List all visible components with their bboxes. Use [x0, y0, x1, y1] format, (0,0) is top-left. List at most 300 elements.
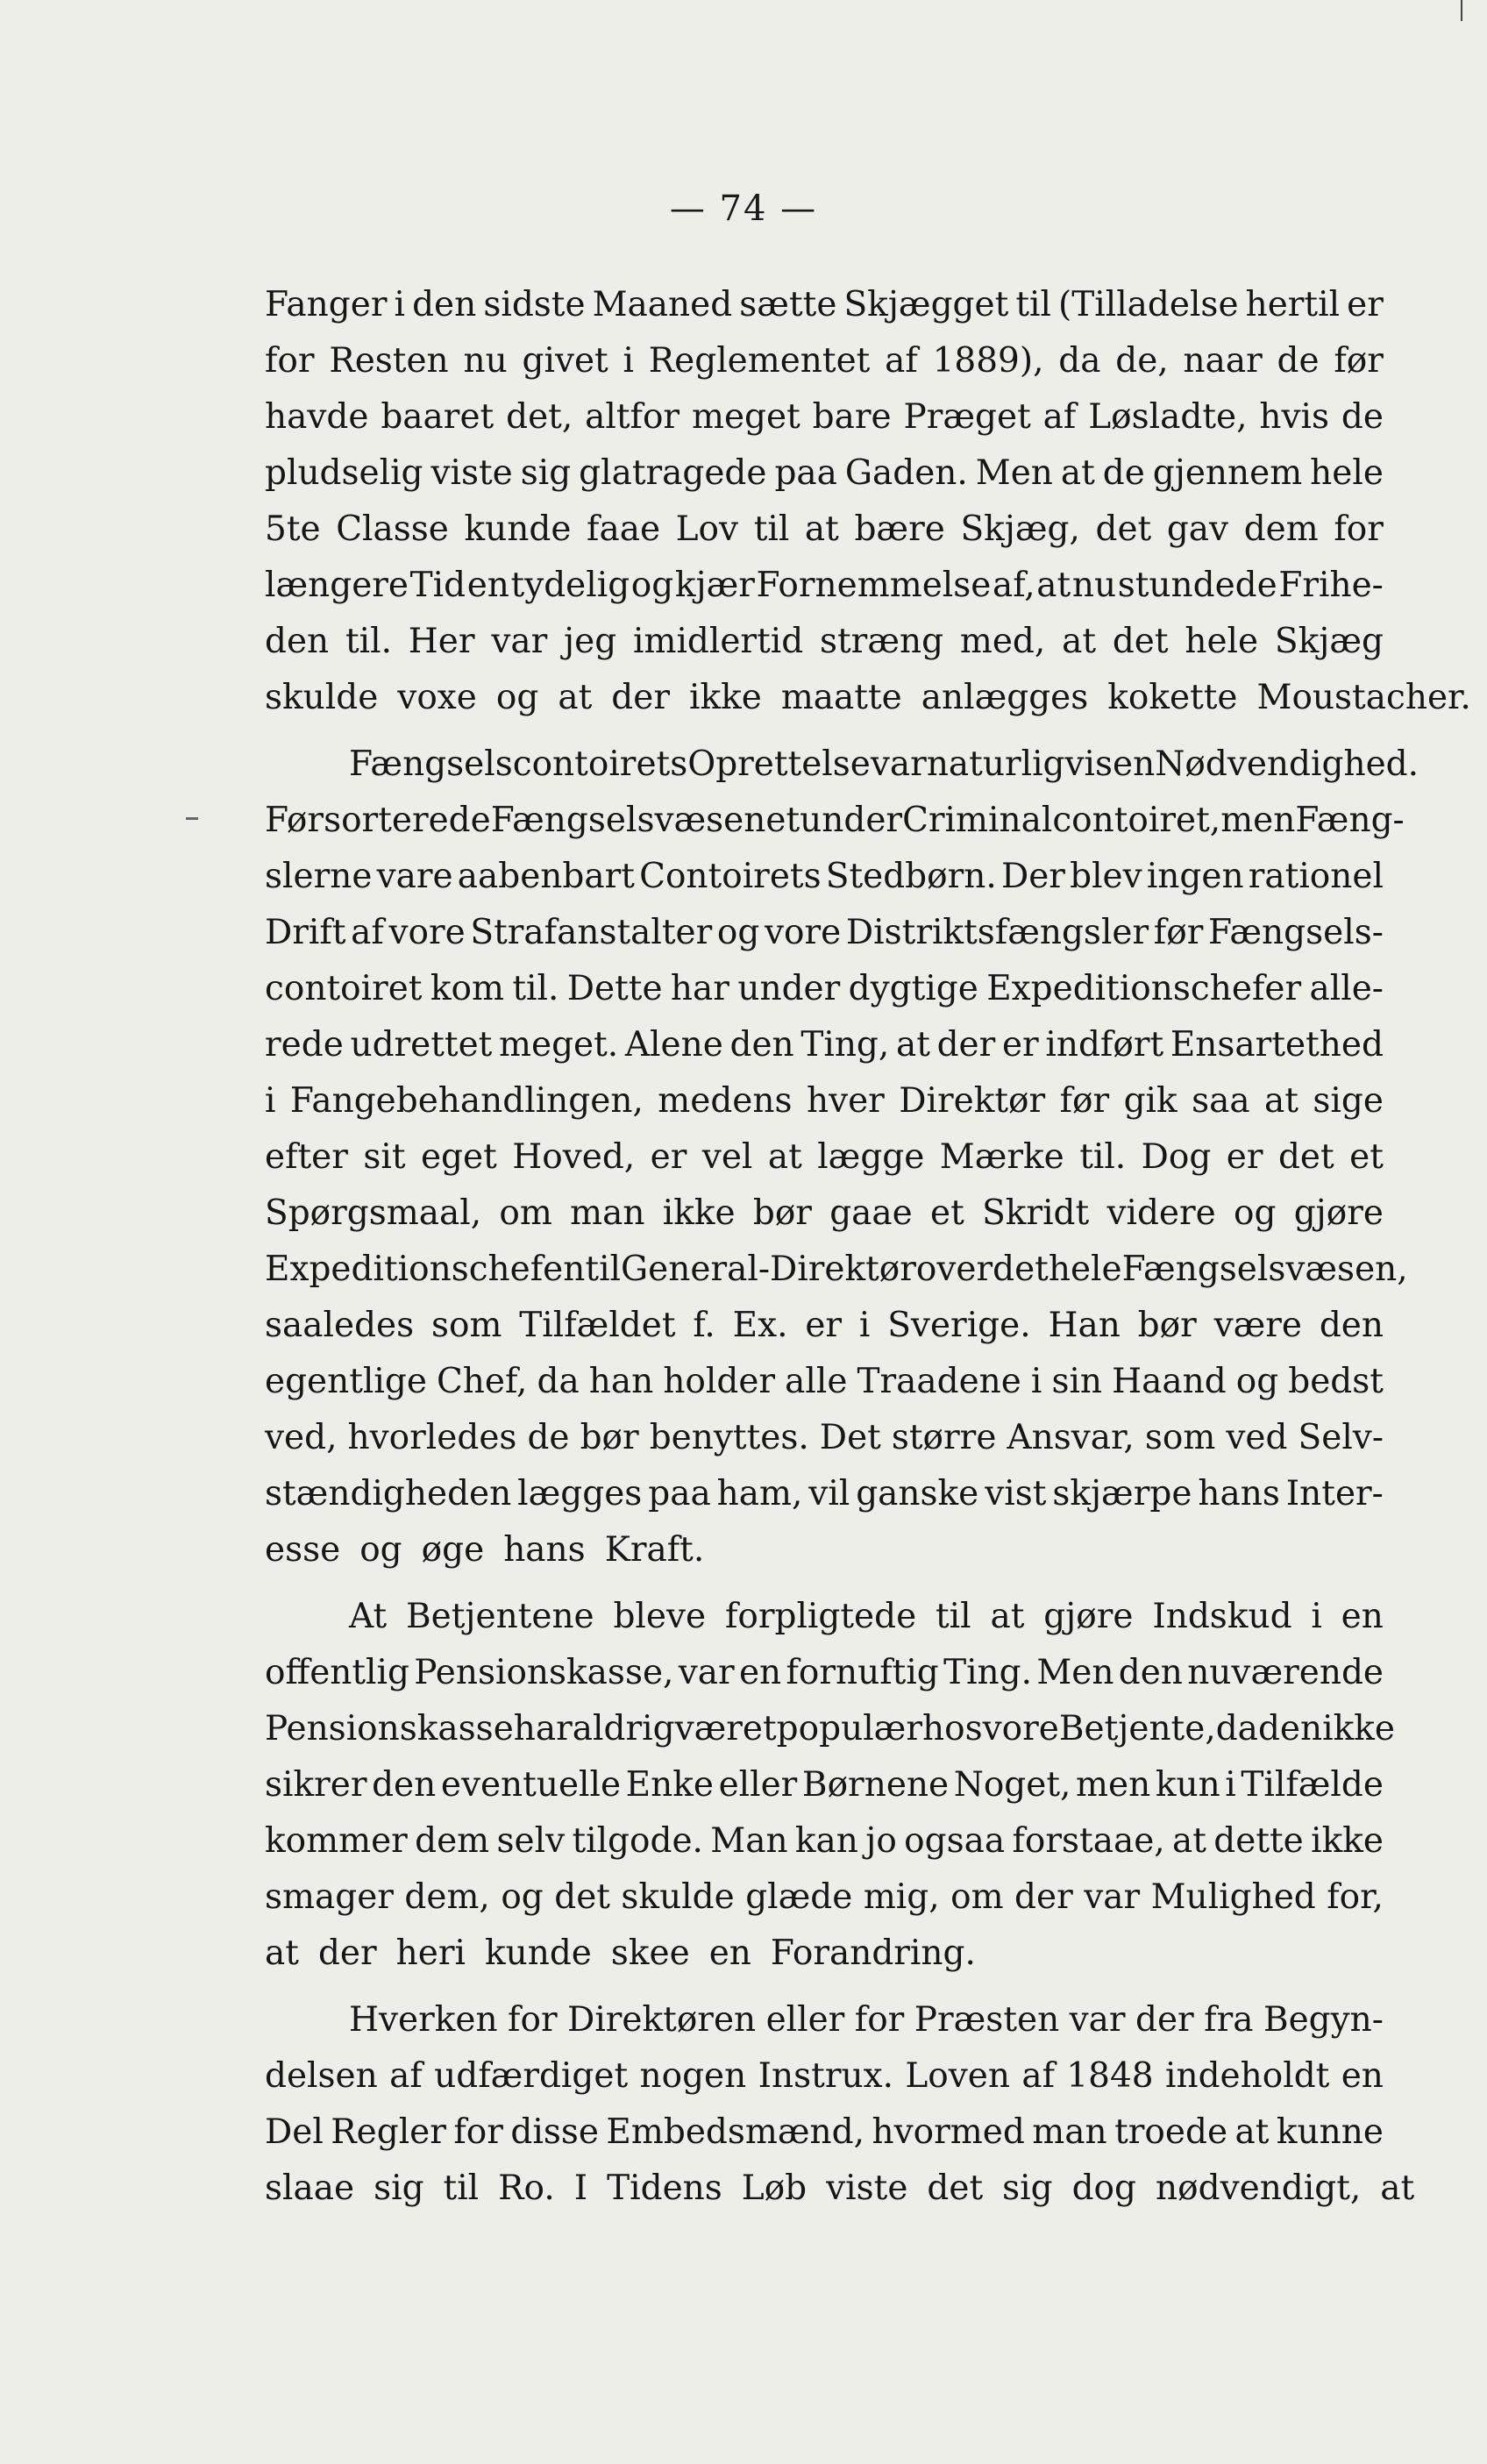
word: til — [443, 2168, 480, 2208]
paragraph — [265, 277, 1471, 726]
word: bære — [854, 509, 945, 549]
text-line — [265, 502, 1384, 558]
word: fra — [1204, 2000, 1254, 2040]
word: Skridt — [982, 1193, 1090, 1233]
word: Børnene — [801, 1765, 950, 1805]
word: Criminalcontoiret, — [902, 801, 1221, 840]
text-line — [265, 1926, 1384, 1982]
word: Her — [408, 622, 475, 661]
word: ingen — [1146, 857, 1244, 896]
paragraph-gap — [265, 1578, 1384, 1589]
word: Hoved, — [512, 1137, 636, 1177]
text-line — [265, 1354, 1384, 1410]
word: bør — [752, 1193, 812, 1233]
word: før — [1153, 913, 1204, 952]
word: gaae — [829, 1193, 913, 1233]
word: i — [265, 1081, 276, 1121]
word: der — [611, 678, 670, 717]
word: nogen — [639, 2056, 747, 2096]
word: Tid — [409, 566, 466, 605]
word: jo — [865, 1821, 897, 1861]
margin-mark — [186, 817, 198, 820]
word: offentlig — [265, 1653, 409, 1692]
word: vore — [765, 913, 842, 952]
word: dygtige — [848, 969, 978, 1008]
word: Resten — [329, 341, 449, 381]
word: meget. — [499, 1025, 619, 1065]
word: efter — [265, 1137, 348, 1177]
word: hver — [806, 1081, 885, 1121]
word: af — [351, 913, 384, 952]
word: vore — [388, 913, 466, 952]
text-line — [265, 1992, 1384, 2048]
word: er — [650, 1137, 687, 1177]
text-line — [265, 333, 1384, 389]
word: for — [1334, 509, 1384, 549]
word: gav — [1166, 509, 1229, 549]
word: Pensionskasse, — [414, 1653, 674, 1692]
word: sig — [520, 453, 572, 493]
word: Fangebehandlingen, — [289, 1081, 644, 1121]
word: men — [1220, 801, 1296, 840]
word: at — [767, 1137, 802, 1177]
word: troede — [1114, 2112, 1228, 2152]
word: til — [753, 509, 790, 549]
word: Ro. — [498, 2168, 555, 2208]
word: kun — [1155, 1765, 1220, 1805]
word: at — [558, 678, 593, 717]
word: som — [1144, 1418, 1216, 1457]
word: før — [1334, 341, 1384, 381]
word: men — [1076, 1765, 1151, 1805]
page-number: — 74 — — [669, 189, 818, 229]
word: f. — [693, 1306, 715, 1345]
word: nu — [1071, 566, 1117, 605]
word: er — [1347, 285, 1384, 324]
word: hans — [1198, 1474, 1280, 1513]
word: bedst — [1288, 1362, 1384, 1401]
word: Sverige. — [887, 1306, 1031, 1345]
word: om — [499, 1193, 552, 1233]
word: der — [936, 1025, 996, 1065]
text-line — [265, 737, 1419, 793]
word: længere — [265, 566, 409, 605]
word: man — [1032, 2112, 1107, 2152]
word: kan — [794, 1821, 858, 1861]
word: og — [501, 1877, 544, 1917]
word: Dette — [566, 969, 663, 1008]
word: de — [1341, 397, 1384, 437]
text-line — [265, 1186, 1384, 1242]
word: Maaned — [592, 285, 733, 324]
text-line — [265, 614, 1384, 670]
word: er — [1001, 1025, 1039, 1065]
word: øge — [421, 1530, 485, 1570]
word: Stedbørn. — [825, 857, 997, 896]
word: bleve — [613, 1597, 707, 1636]
word: givet — [522, 341, 608, 381]
word: skulde — [621, 1877, 735, 1917]
text-line — [265, 2161, 1415, 2217]
word: viste — [826, 2168, 908, 2208]
word: selv — [496, 1821, 566, 1861]
word: Del — [265, 2112, 324, 2152]
word: at — [265, 1933, 299, 1973]
word: contoiret — [265, 969, 423, 1008]
word: en — [708, 1933, 751, 1973]
word: anlægges — [921, 678, 1089, 717]
word: en — [1341, 1597, 1384, 1636]
word: der — [1135, 2000, 1194, 2040]
word: og — [630, 566, 674, 605]
word: vil — [808, 1474, 850, 1513]
word: Pensionskasse — [265, 1709, 514, 1748]
word: er — [1226, 1137, 1263, 1177]
scan-edge-mark — [1461, 0, 1462, 21]
word: ikke — [1322, 1709, 1395, 1748]
word: 5te — [265, 509, 321, 549]
text-line — [265, 1869, 1384, 1926]
word: Hverken — [349, 2000, 498, 2040]
word: da — [1215, 1709, 1258, 1748]
word: medens — [658, 1081, 793, 1121]
word: dette — [1213, 1821, 1304, 1861]
word: med, — [959, 622, 1046, 661]
word: kunne — [1276, 2112, 1384, 2152]
word: en — [466, 566, 509, 605]
word: glatragede — [579, 453, 767, 493]
word: Ensartethed — [1170, 1025, 1384, 1065]
word: kjær — [674, 566, 755, 605]
text-line — [265, 1757, 1384, 1813]
word: Gaden. — [844, 453, 968, 493]
text-line — [265, 1701, 1395, 1757]
word: i — [1311, 1597, 1322, 1636]
word: ham, — [716, 1474, 803, 1513]
word: Ansvar, — [1007, 1418, 1135, 1457]
word: for, — [1327, 1877, 1384, 1917]
word: over — [915, 1250, 993, 1289]
text-line — [265, 849, 1384, 905]
word: nu — [463, 341, 508, 381]
word: at — [895, 1025, 930, 1065]
text-line — [265, 1589, 1384, 1645]
word: blev — [1070, 857, 1142, 896]
word: for — [508, 2000, 558, 2040]
word: Løb — [741, 2168, 808, 2208]
word: altfor — [585, 397, 680, 437]
word: der — [1014, 1877, 1073, 1917]
word: en — [738, 1653, 782, 1692]
word: voxe — [397, 678, 477, 717]
word: maatte — [780, 678, 902, 717]
word: sit — [363, 1137, 406, 1177]
word: Classe — [336, 509, 449, 549]
text-line — [265, 1813, 1384, 1869]
word: den — [372, 1765, 437, 1805]
word: Skjægget — [843, 285, 1009, 324]
word: Expeditionschefer — [986, 969, 1302, 1008]
word: sig — [374, 2168, 424, 2208]
word: været — [674, 1709, 777, 1748]
text-line — [265, 1410, 1384, 1466]
word: den — [1118, 1653, 1183, 1692]
word: kunde — [484, 1933, 592, 1973]
word: populær — [776, 1709, 922, 1748]
word: hele — [1185, 622, 1259, 661]
word: Moustacher. — [1256, 678, 1471, 717]
word: Mulighed — [1150, 1877, 1316, 1917]
word: Loven — [905, 2056, 1010, 2096]
word: i — [1030, 1362, 1042, 1401]
word: ganske — [856, 1474, 979, 1513]
word: forpligtede — [724, 1597, 917, 1636]
word: de, — [1115, 341, 1169, 381]
word: skjærpe — [1052, 1474, 1192, 1513]
word: holder — [663, 1362, 776, 1401]
word: at — [1172, 1821, 1206, 1861]
word: til — [936, 1597, 971, 1636]
word: den — [412, 285, 477, 324]
word: naar — [1183, 341, 1263, 381]
word: smager — [265, 1877, 394, 1917]
word: hvormed — [872, 2112, 1025, 2152]
word: naturligvis — [926, 744, 1113, 784]
word: faae — [587, 509, 661, 549]
word: sidste — [483, 285, 586, 324]
word: gjøre — [1043, 1597, 1134, 1636]
word: Haand — [1112, 1362, 1227, 1401]
word: mig, — [863, 1877, 940, 1917]
word: Tilfælde — [1241, 1765, 1384, 1805]
text-line — [265, 2104, 1384, 2161]
word: Fængselsvæsen, — [1121, 1250, 1408, 1289]
word: Betjente, — [1058, 1709, 1216, 1748]
word: ikke — [1311, 1821, 1384, 1861]
word: at — [1036, 566, 1071, 605]
word: Ting, — [800, 1025, 890, 1065]
body-text — [265, 277, 1471, 2217]
word: skulde — [265, 678, 379, 717]
word: jeg — [564, 622, 617, 661]
word: en — [1341, 2056, 1384, 2096]
word: Reglementet — [648, 341, 871, 381]
word: paa — [774, 453, 837, 493]
word: bør — [1137, 1306, 1197, 1345]
word: pludselig — [265, 453, 423, 493]
word: tydelig — [510, 566, 630, 605]
word: det — [1112, 622, 1169, 661]
paragraph — [265, 737, 1419, 1578]
word: den — [265, 622, 330, 661]
text-line — [265, 1129, 1384, 1186]
word: bare — [812, 397, 892, 437]
word: aldrig — [572, 1709, 675, 1748]
word: Fængselscontoirets — [349, 744, 688, 784]
word: i — [1225, 1765, 1236, 1805]
word: gik — [1123, 1081, 1178, 1121]
word: hvorledes — [347, 1418, 517, 1457]
word: der — [317, 1933, 377, 1973]
word: Man — [710, 1821, 788, 1861]
paragraph — [265, 1589, 1395, 1982]
word: eget — [420, 1137, 497, 1177]
word: af, — [992, 566, 1035, 605]
text-line — [265, 389, 1384, 445]
paragraph — [265, 1992, 1415, 2217]
word: fornuftig — [786, 1653, 939, 1692]
word: Drift — [265, 913, 346, 952]
word: af — [1021, 2056, 1055, 2096]
word: indeholdt — [1164, 2056, 1330, 2096]
word: har — [670, 969, 729, 1008]
word: Fængsels- — [1207, 913, 1384, 952]
word: Direktør — [899, 1081, 1046, 1121]
word: Begyn- — [1263, 2000, 1384, 2040]
word: udrettet — [350, 1025, 493, 1065]
word: for — [265, 341, 315, 381]
text-line — [265, 961, 1384, 1017]
word: slaae — [265, 2168, 355, 2208]
word: benyttes. — [649, 1418, 809, 1457]
paragraph-gap — [265, 726, 1384, 737]
word: og — [1235, 1362, 1279, 1401]
word: et — [1349, 1137, 1384, 1177]
word: vore — [982, 1709, 1059, 1748]
word: at — [990, 1597, 1025, 1636]
word: paa — [648, 1474, 711, 1513]
word: bør — [580, 1418, 639, 1457]
word: eller — [718, 1765, 798, 1805]
word: at — [1060, 453, 1095, 493]
word: I — [573, 2168, 588, 2208]
word: ved, — [265, 1418, 338, 1457]
word: Men — [975, 453, 1053, 493]
word: Men — [1036, 1653, 1114, 1692]
word: nødvendigt, — [1156, 2168, 1362, 2208]
word: Chef, — [436, 1362, 528, 1401]
word: under — [800, 801, 903, 840]
word: imidlertid — [632, 622, 804, 661]
word: og — [1234, 1193, 1277, 1233]
text-line — [265, 277, 1384, 333]
word: hvis — [1259, 397, 1329, 437]
word: Selv- — [1298, 1418, 1384, 1457]
word: baaret — [381, 397, 494, 437]
word: Lov — [675, 509, 739, 549]
word: Tilfældet — [519, 1306, 676, 1345]
word: har — [513, 1709, 573, 1748]
word: disse — [510, 2112, 599, 2152]
word: Frihe- — [1278, 566, 1384, 605]
text-line — [265, 1017, 1384, 1073]
word: han — [588, 1362, 654, 1401]
word: under — [737, 969, 841, 1008]
word: at — [804, 509, 839, 549]
text-line — [265, 1522, 1384, 1578]
word: eller — [765, 2000, 845, 2040]
word: stræng — [819, 622, 944, 661]
word: kom — [430, 969, 504, 1008]
word: Oprettelse — [687, 744, 871, 784]
word: ikke — [662, 1193, 736, 1233]
word: Kraft. — [604, 1530, 705, 1570]
word: da — [537, 1362, 580, 1401]
word: et — [930, 1193, 964, 1233]
word: det — [1095, 509, 1152, 549]
text-line — [265, 558, 1384, 614]
paragraph-gap — [265, 1982, 1384, 1992]
word: kommer — [265, 1821, 408, 1861]
text-line — [265, 1466, 1384, 1522]
word: rede — [265, 1025, 344, 1065]
text-line — [265, 1298, 1384, 1354]
word: større — [891, 1418, 997, 1457]
word: Inter- — [1285, 1474, 1384, 1513]
word: dem — [415, 1821, 490, 1861]
word: af — [389, 2056, 423, 2096]
word: nuværende — [1187, 1653, 1384, 1692]
word: det, — [506, 397, 573, 437]
word: var — [870, 744, 927, 784]
word: Contoirets — [639, 857, 822, 896]
text-line — [265, 445, 1384, 502]
word: rationel — [1248, 857, 1384, 896]
word: ved — [1226, 1418, 1288, 1457]
word: til. — [512, 969, 559, 1008]
word: af — [1042, 397, 1077, 437]
word: hele — [1048, 1250, 1122, 1289]
word: for — [453, 2112, 503, 2152]
text-line — [265, 2048, 1384, 2104]
word: for — [854, 2000, 905, 2040]
word: Noget, — [953, 1765, 1071, 1805]
word: var — [678, 1653, 735, 1692]
word: Dog — [1141, 1137, 1212, 1177]
word: Traadene — [857, 1362, 1021, 1401]
word: Fanger — [265, 285, 388, 324]
text-line — [265, 1645, 1384, 1701]
word: hertil — [1245, 285, 1341, 324]
word: dem — [1243, 509, 1319, 549]
word: Betjentene — [405, 1597, 594, 1636]
word: slerne — [265, 857, 373, 896]
word: Der — [1000, 857, 1065, 896]
word: lægge — [817, 1137, 925, 1177]
word: heri — [395, 1933, 466, 1973]
text-line — [265, 1073, 1384, 1129]
word: til. — [1079, 1137, 1127, 1177]
word: det — [1277, 1137, 1334, 1177]
word: Strafanstalter — [470, 913, 713, 952]
word: Præsten — [914, 2000, 1060, 2040]
word: saa — [1192, 1081, 1250, 1121]
word: General-Direktør — [621, 1250, 916, 1289]
text-line — [265, 670, 1471, 726]
word: sige — [1313, 1081, 1384, 1121]
word: de — [1102, 453, 1145, 493]
word: Fængselsvæsenet — [490, 801, 800, 840]
word: det — [554, 1877, 610, 1917]
word: hos — [921, 1709, 983, 1748]
word: stændigheden — [265, 1474, 512, 1513]
text-line — [265, 1242, 1408, 1298]
word: Tidens — [607, 2168, 722, 2208]
word: til — [585, 1250, 622, 1289]
word: (Tilladelse — [1058, 285, 1239, 324]
word: videre — [1106, 1193, 1216, 1233]
word: af — [885, 341, 918, 381]
